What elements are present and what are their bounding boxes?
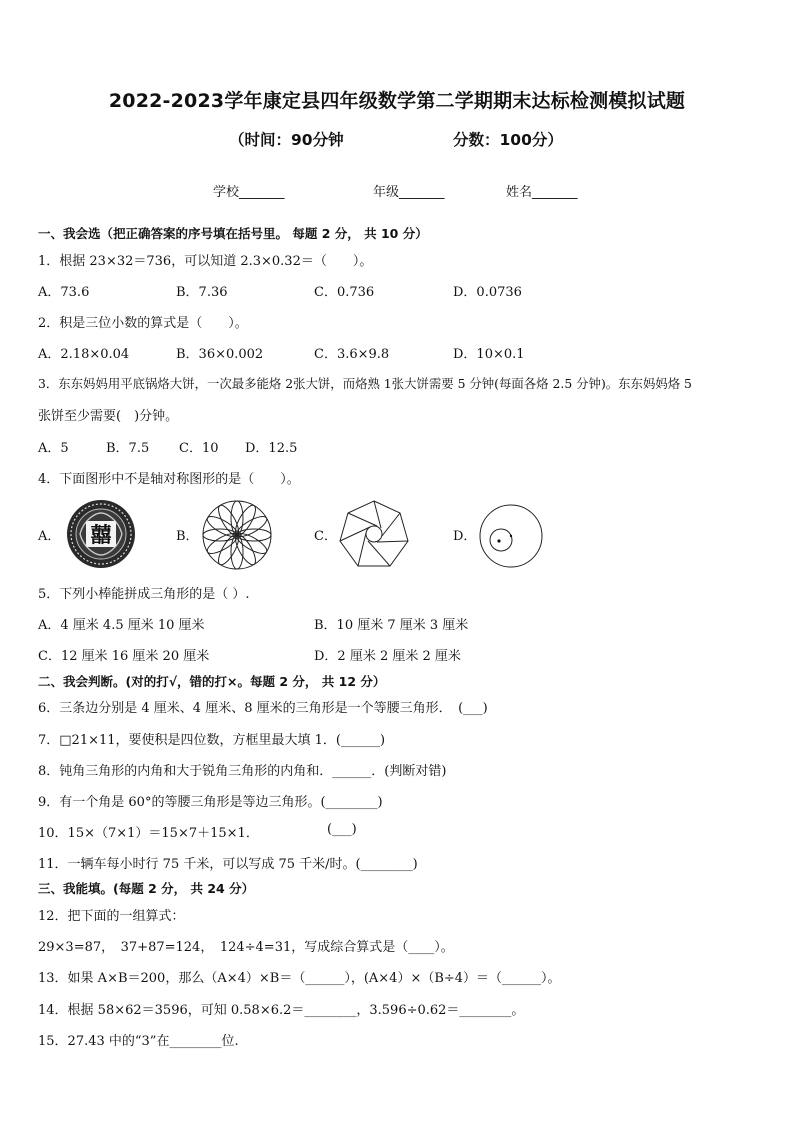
double-happiness-glyph: 囍 <box>90 523 112 547</box>
q5-option-c: C．12 厘米 16 厘米 20 厘米 <box>38 649 210 664</box>
question-15: 15．27.43 中的“3”在________位. <box>38 1034 239 1049</box>
ornament-double-happiness-figure <box>66 499 136 569</box>
q1-option-c: C．0.736 <box>314 285 375 300</box>
question-1: 1．根据 23×32＝736，可以知道 2.3×0.32＝（ ）。 <box>38 254 373 269</box>
exam-score: 分数：100分） <box>453 131 563 149</box>
q3-option-d: D．12.5 <box>245 441 298 456</box>
question-12-line-2: 29×3=87， 37+87=124， 124÷4=31，写成综合算式是（____）。 <box>38 940 454 955</box>
grade-field: 年级_______ <box>373 185 445 200</box>
section-heading-fill: 三、我能填。(每题 2 分， 共 24 分） <box>38 881 255 896</box>
q2-option-c: C．3.6×9.8 <box>314 347 390 362</box>
q3-option-b: B．7.5 <box>106 441 150 456</box>
q5-option-d: D．2 厘米 2 厘米 2 厘米 <box>314 649 461 664</box>
question-8: 8．钝角三角形的内角和大于锐角三角形的内角和．______．(判断对错) <box>38 764 447 779</box>
q1-option-b: B．7.36 <box>176 285 228 300</box>
q1-option-d: D．0.0736 <box>453 285 522 300</box>
question-12: 12．把下面的一组算式： <box>38 909 185 924</box>
question-4: 4．下面图形中不是轴对称图形的是（ ）。 <box>38 472 300 487</box>
q4-option-d: D． <box>453 529 477 544</box>
question-13: 13．如果 A×B＝200，那么（A×4）×B＝（______），(A×4）×（B÷4）＝（______）。 <box>38 971 561 986</box>
section-heading-choice: 一、我会选（把正确答案的序号填在括号里。 每题 2 分， 共 10 分） <box>38 226 428 241</box>
rosette-figure <box>201 499 273 571</box>
q2-option-a: A．2.18×0.04 <box>38 347 130 362</box>
question-10: 10．15×（7×1）＝15×7＋15×1． <box>38 826 259 841</box>
school-field: 学校_______ <box>213 185 285 200</box>
question-3-line-2: 张饼至少需要( )分钟。 <box>38 409 179 424</box>
q5-option-b: B．10 厘米 7 厘米 3 厘米 <box>314 618 469 633</box>
q3-option-c: C．10 <box>179 441 219 456</box>
q2-option-b: B．36×0.002 <box>176 347 264 362</box>
q4-option-b: B． <box>176 529 199 544</box>
q5-option-a: A．4 厘米 4.5 厘米 10 厘米 <box>38 618 205 633</box>
name-field: 姓名_______ <box>506 185 578 200</box>
question-2: 2．积是三位小数的算式是（ ）。 <box>38 316 248 331</box>
question-3-line-1: 3．东东妈妈用平底锅烙大饼，一次最多能烙 2张大饼，而烙熟 1张大饼需要 5 分钟(每面各烙 2.5 分钟)。东东妈妈烙 5 <box>38 376 692 391</box>
question-11: 11．一辆车每小时行 75 千米，可以写成 75 千米/时。(________) <box>38 857 418 872</box>
q2-option-d: D．10×0.1 <box>453 347 525 362</box>
section-heading-judge: 二、我会判断。(对的打√，错的打×。每题 2 分， 共 12 分） <box>38 674 386 689</box>
q4-option-c: C． <box>314 529 337 544</box>
question-6: 6．三条边分别是 4 厘米、4 厘米、8 厘米的三角形是一个等腰三角形． (___) <box>38 701 488 716</box>
question-14: 14．根据 58×62＝3596，可知 0.58×6.2＝________，3.596÷0.62＝________。 <box>38 1003 525 1018</box>
q4-option-a: A． <box>38 529 61 544</box>
question-10-blank: (___) <box>327 822 357 837</box>
pinwheel-heptagon-figure <box>337 498 411 572</box>
q1-option-a: A．73.6 <box>38 285 90 300</box>
circles-with-dots-figure <box>478 503 544 569</box>
q3-option-a: A．5 <box>38 441 69 456</box>
question-5: 5．下列小棒能拼成三角形的是（ ）. <box>38 587 250 602</box>
question-9: 9．有一个角是 60°的等腰三角形是等边三角形。(________) <box>38 795 383 810</box>
page-title: 2022-2023学年康定县四年级数学第二学期期末达标检测模拟试题 <box>108 90 686 112</box>
question-7: 7．□21×11，要使积是四位数，方框里最大填 1．(______) <box>38 733 386 748</box>
exam-time: （时间：90分钟 <box>229 131 344 149</box>
